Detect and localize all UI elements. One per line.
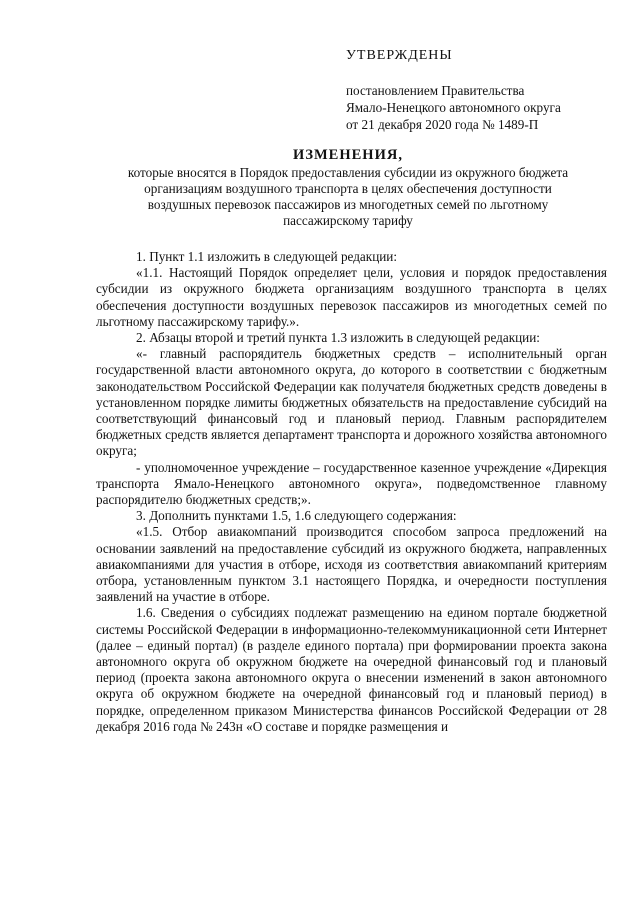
paragraph: 1.6. Сведения о субсидиях подлежат размещению на едином портале бюджетной системы Российской Федерации в информационно-телекоммуникационной сети Интернет (далее – единый портал) (в разделе единого портала) при формировании проекта закона автономного округа об окружном бюджете на очередной финансовый год и плановый период (проекта закона автономного округа о внесении изменений в закон автономного округа об окружном бюджете на очередной финансовый год и плановый период) в порядке, определенном приказом Министерства финансов Российской Федерации от 28 декабря 2016 года № 243н «О составе и порядке размещения и (96, 605, 607, 734)
document-body (96, 249, 607, 735)
title-line: пассажирскому тарифу (283, 213, 413, 228)
approval-heading: УТВЕРЖДЕНЫ (346, 48, 453, 63)
paragraph: - уполномоченное учреждение – государственное казенное учреждение «Дирекция транспорта Ямало-Ненецкого автономного округа», подведомственное главному распорядителю бюджетных средств;». (96, 459, 607, 508)
title-line: воздушных перевозок пассажиров из многодетных семей по льготному (147, 197, 549, 212)
title-line: которые вносятся в Порядок предоставления субсидии из окружного бюджета (127, 165, 569, 180)
approval-line: Ямало-Ненецкого автономного округа (346, 100, 561, 115)
title-heading: ИЗМЕНЕНИЯ, (293, 147, 403, 163)
document-title (88, 147, 608, 229)
paragraph: 2. Абзацы второй и третий пункта 1.3 изложить в следующей редакции: (136, 330, 540, 346)
paragraph: «- главный распорядитель бюджетных средств – исполнительный орган государственной власти автономного округа, до которого в соответствии с бюджетным законодательством Российской Федерации как получателя бюджетных средств доведены в установленном порядке лимиты бюджетных обязательств на предоставление субсидий на соответствующий финансовый год и плановый период. Главным распорядителем бюджетных средств является департамент транспорта и дорожного хозяйства автономного округа; (96, 346, 607, 459)
paragraph: «1.5. Отбор авиакомпаний производится способом запроса предложений на основании заявлений на предоставление субсидий из окружного бюджета, направленных авиакомпаниями для участия в отборе, исходя из соответствия авиакомпаний критериям отбора, установленным пунктом 3.1 настоящего Порядка, и очередности поступления заявлений на участие в отборе. (96, 524, 607, 605)
approval-block (346, 47, 626, 133)
approval-line: от 21 декабря 2020 года № 1489-П (346, 117, 539, 132)
paragraph: «1.1. Настоящий Порядок определяет цели, условия и порядок предоставления субсидии из окружного бюджета организациям воздушного транспорта в целях обеспечения доступности воздушных перевозок пассажиров из многодетных семей по льготному пассажирскому тарифу.». (96, 265, 607, 329)
paragraph: 1. Пункт 1.1 изложить в следующей редакции: (136, 249, 398, 264)
title-line: организациям воздушного транспорта в целях обеспечения доступности (144, 181, 552, 196)
paragraph: 3. Дополнить пунктами 1.5, 1.6 следующего содержания: (136, 508, 457, 524)
approval-line: постановлением Правительства (346, 83, 525, 98)
